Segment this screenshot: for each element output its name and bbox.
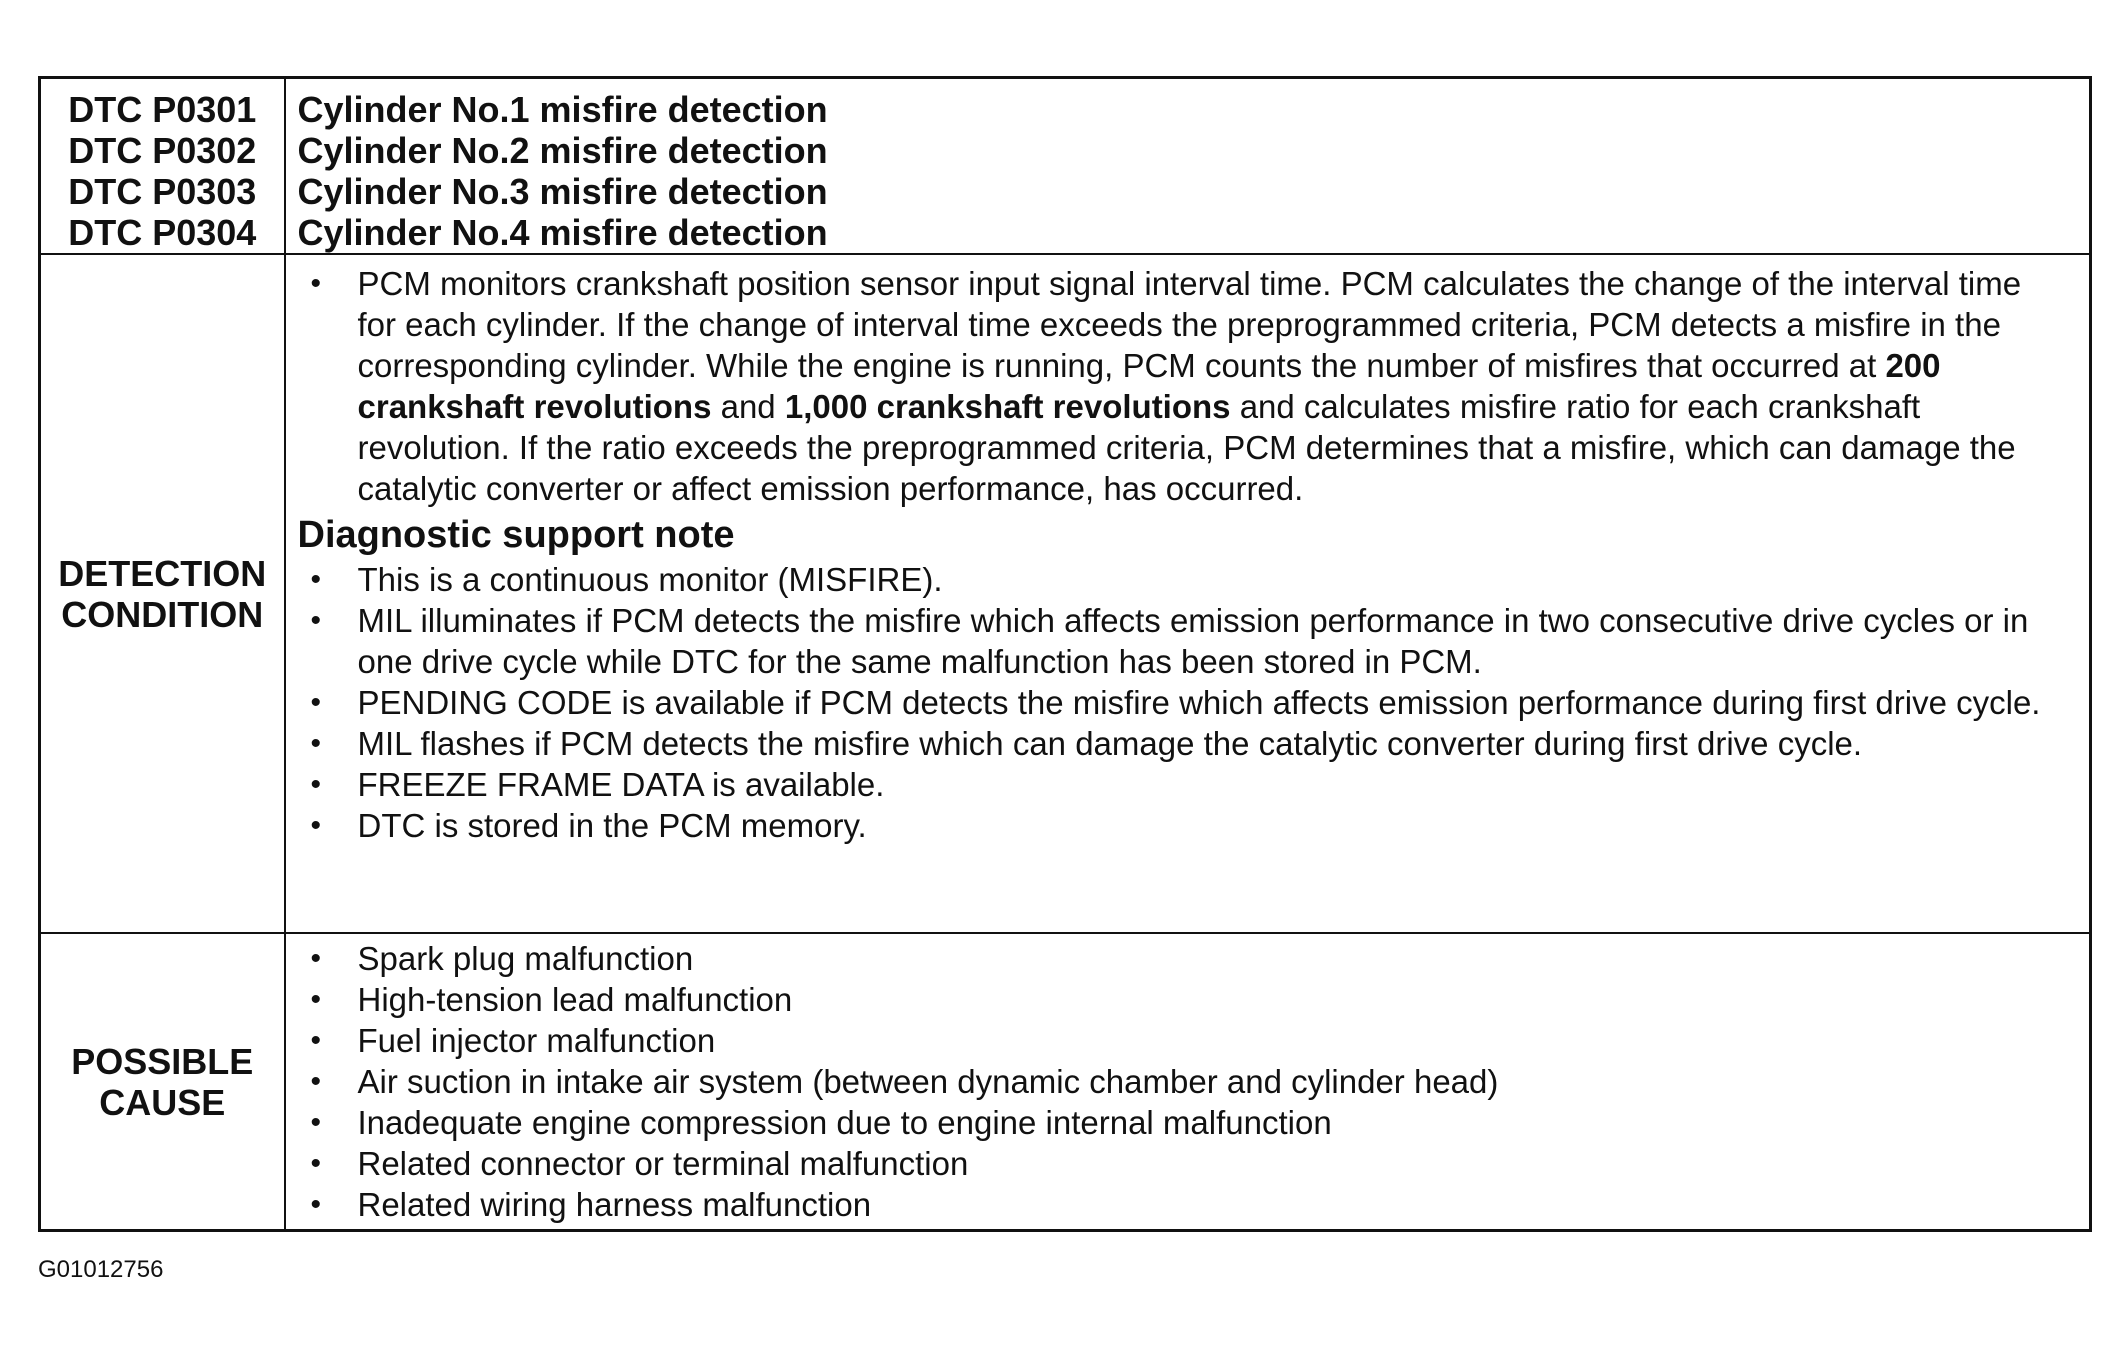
- possible-cause-text: Fuel injector malfunction: [357, 1022, 716, 1059]
- possible-cause-item: [298, 938, 2050, 979]
- possible-cause-item: [298, 1061, 2050, 1102]
- dtc-code: DTC P0301: [68, 89, 257, 130]
- dtc-code-list: [40, 78, 285, 255]
- possible-cause-content: [285, 933, 2091, 1231]
- possible-cause-text: High-tension lead malfunction: [357, 981, 793, 1018]
- possible-cause-text: Spark plug malfunction: [357, 940, 694, 977]
- possible-cause-text: Air suction in intake air system (between dynamic chamber and cylinder head): [357, 1063, 1499, 1100]
- dtc-table: [38, 76, 2092, 1232]
- bullet-icon: •: [310, 267, 322, 300]
- bullet-icon: •: [310, 768, 322, 801]
- bullet-icon: •: [310, 727, 322, 760]
- support-note-text: MIL illuminates if PCM detects the misfire which affects emission performance in two consecutive drive cycles or in one drive cycle while DTC for the same malfunction has been stored in PCM.: [357, 602, 2029, 680]
- dtc-description-list: [285, 78, 2091, 255]
- dtc-description: Cylinder No.4 misfire detection: [297, 212, 828, 253]
- bullet-icon: •: [310, 604, 322, 637]
- possible-cause-text: Inadequate engine compression due to engine internal malfunction: [357, 1104, 1332, 1141]
- support-note-text: PENDING CODE is available if PCM detects the misfire which affects emission performance during first drive cycle.: [357, 684, 2041, 721]
- bullet-icon: •: [310, 983, 322, 1016]
- detection-text: and: [711, 388, 785, 425]
- support-note-text: This is a continuous monitor (MISFIRE).: [357, 561, 943, 598]
- support-note-heading: Diagnostic support note: [297, 514, 735, 556]
- possible-cause-list: [298, 938, 2050, 1225]
- dtc-code: DTC P0304: [68, 212, 257, 253]
- bullet-icon: •: [310, 686, 322, 719]
- detection-label-line: CONDITION: [61, 593, 264, 635]
- possible-cause-item: [298, 1143, 2050, 1184]
- bullet-icon: •: [310, 1024, 322, 1057]
- support-note-item: [298, 682, 2050, 723]
- detection-condition-row: [40, 254, 2091, 933]
- support-note-item: [298, 805, 2050, 846]
- support-note-item: [298, 723, 2050, 764]
- support-note-text: FREEZE FRAME DATA is available.: [357, 766, 885, 803]
- dtc-code: DTC P0303: [68, 171, 257, 212]
- dtc-description: Cylinder No.2 misfire detection: [297, 130, 828, 171]
- possible-cause-text: Related connector or terminal malfunction: [357, 1145, 969, 1182]
- detection-description: [298, 263, 2050, 509]
- bullet-icon: •: [310, 809, 322, 842]
- detection-condition-label: [40, 254, 285, 933]
- dtc-description: Cylinder No.3 misfire detection: [297, 171, 828, 212]
- possible-cause-item: [298, 979, 2050, 1020]
- bullet-icon: •: [310, 942, 322, 975]
- possible-cause-text: Related wiring harness malfunction: [357, 1186, 872, 1223]
- dtc-description: Cylinder No.1 misfire detection: [297, 89, 828, 130]
- detection-emphasis: 1,000 crankshaft revolutions: [784, 388, 1231, 425]
- detection-text: and calculates misfire ratio for each crankshaft revolution. If the ratio exceeds the preprogrammed criteria, PCM determines that a misfire, which can damage the catalytic converter or affect emission performance, has occurred.: [357, 388, 2016, 507]
- possible-cause-item: [298, 1102, 2050, 1143]
- possible-cause-item: [298, 1020, 2050, 1061]
- bullet-icon: •: [310, 1106, 322, 1139]
- bullet-icon: •: [310, 563, 322, 596]
- detection-text: PCM monitors crankshaft position sensor input signal interval time. PCM calculates the change of the interval time for each cylinder. If the change of interval time exceeds the preprogrammed criteria, PCM detects a misfire in the corresponding cylinder. While the engine is running, PCM counts the number of misfires that occurred at: [357, 265, 2022, 384]
- possible-cause-row: [40, 933, 2091, 1231]
- cause-label-line: POSSIBLE: [71, 1040, 254, 1082]
- detection-bullets: [298, 263, 2050, 509]
- support-note-text: MIL flashes if PCM detects the misfire which can damage the catalytic converter during first drive cycle.: [357, 725, 1863, 762]
- figure-id: G01012756: [38, 1256, 164, 1283]
- detection-label-line: DETECTION: [58, 552, 267, 594]
- support-note-item: [298, 600, 2050, 682]
- support-note-list: [298, 559, 2050, 846]
- bullet-icon: •: [310, 1065, 322, 1098]
- detection-emphasis: 200 crankshaft revolutions: [357, 347, 1941, 425]
- support-note-text: DTC is stored in the PCM memory.: [357, 807, 867, 844]
- dtc-codes-row: [40, 78, 2091, 255]
- dtc-code: DTC P0302: [68, 130, 257, 171]
- support-note-item: [298, 559, 2050, 600]
- cause-label-line: CAUSE: [99, 1081, 226, 1123]
- bullet-icon: •: [310, 1147, 322, 1180]
- possible-cause-label: [40, 933, 285, 1231]
- support-note-item: [298, 764, 2050, 805]
- bullet-icon: •: [310, 1188, 322, 1221]
- possible-cause-item: [298, 1184, 2050, 1225]
- detection-condition-content: [285, 254, 2091, 933]
